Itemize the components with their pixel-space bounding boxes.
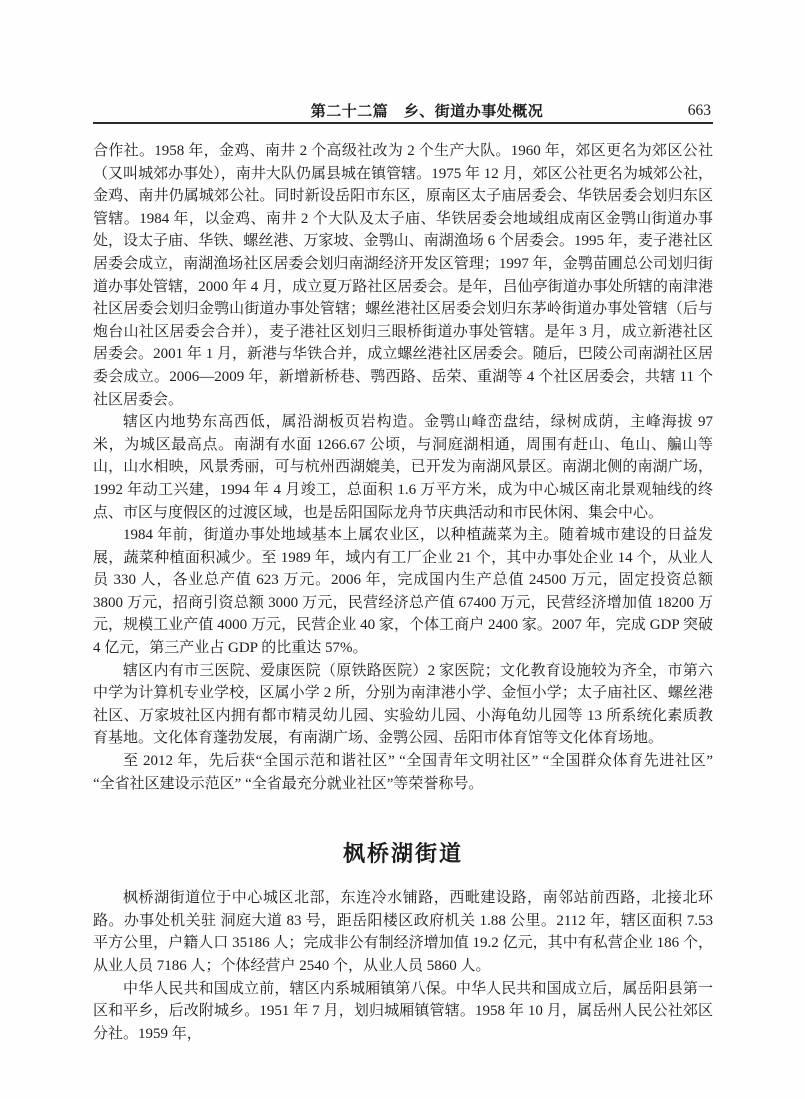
chapter-title: 第二十二篇 乡、街道办事处概况 [310, 102, 544, 120]
section-paragraph-history: 中华人民共和国成立前，辖区内系城厢镇第八保。中华人民共和国成立后，属岳阳县第一区和平乡，后改附城乡。1951 年 7 月，划归城厢镇管辖。1958 年 10 月，属岳州人民公社郊区分社。1959 年， [93, 980, 713, 1042]
paragraph-terrain: 辖区内地势东高西低，属沿湖板页岩构造。金鹗山峰峦盘结，绿树成荫，主峰海拔 97 米，为城区最高点。南湖有水面 1266.67 公顷，与洞庭湖相通，周围有赶山、龟山、艑山等山，山水相映，风景秀丽，可与杭州西湖媲美，已开发为南湖风景区。南湖北侧的南湖广场，1992 年动工兴建，1994 年 4 月竣工，总面积 1.6 万平方米，成为中心城区南北景观轴线的终点、市区与度假区的过渡区域，也是岳阳国际龙舟节庆典活动和市民休闲、集会中心。 [93, 414, 713, 521]
paragraph-economy: 1984 年前，街道办事处地域基本上属农业区，以种植蔬菜为主。随着城市建设的日益发展，蔬菜种植面积减少。至 1989 年，域内有工厂企业 21 个，其中办事处企业 14 个，从业人员 330 人，各业总产值 623 万元。2006 年，完成国内生产总值 24500 万元，固定投资总额 3800 万元，招商引资总额 3000 万元，民营经济总产值 67400 万元，民营经济增加值 18200 万元，规模工业产值 4000 万元，民营企业 40 家，个体工商户 2400 家。2007 年，完成 GDP 突破 4 亿元，第三产业占 GDP 的比重达 57%。 [93, 527, 713, 657]
section-paragraph-overview: 枫桥湖街道位于中心城区北部，东连冷水铺路，西毗建设路，南邻站前西路，北接北环路。办事处机关驻 洞庭大道 83 号，距岳阳楼区政府机关 1.88 公里。2112 年，辖区面积 7.53 平方公里，户籍人口 35186 人；完成非公有制经济增加值 19.2 亿元，其中有私营企业 186 个，从业人员 7186 人；个体经营户 2540 个，从业人员 5860 人。 [93, 890, 713, 974]
page-number: 663 [687, 102, 711, 119]
page-content [93, 140, 713, 1045]
paragraph-culture-education: 辖区内有市三医院、爱康医院（原铁路医院）2 家医院；文化教育设施较为齐全，市第六中学为计算机专业学校，区属小学 2 所，分别为南津港小学、金恒小学；太子庙社区、螺丝港社区、万家坡社区内拥有都市精灵幼儿园、实验幼儿园、小海龟幼儿园等 13 所系统化素质教育基地。文化体育蓬勃发展，有南湖广场、金鹗公园、岳阳市体育馆等文化体育场地。 [93, 662, 713, 747]
paragraph-continuation: 合作社。1958 年，金鸡、南井 2 个高级社改为 2 个生产大队。1960 年，郊区更名为郊区公社（又叫城郊办事处），南井大队仍属县城在镇管辖。1975 年 12 月，郊区公社更名为城郊公社，金鸡、南井仍属城郊公社。同时新设岳阳市东区，原南区太子庙居委会、华铁居委会划归东区管辖。1984 年，以金鸡、南井 2 个大队及太子庙、华铁居委会地域组成南区金鹗山街道办事处，设太子庙、华铁、螺丝港、万家坡、金鹗山、南湖渔场 6 个居委会。1995 年，麦子港社区居委会成立，南湖渔场社区居委会划归南湖经济开发区管理；1997 年，金鹗苗圃总公司划归街道办事处管辖，2000 年 4 月，成立夏万路社区居委会。是年，吕仙亭街道办事处所辖的南津港社区居委会划归金鹗山街道办事处管辖；螺丝港社区居委会划归东茅岭街道办事处管辖（后与炮台山社区居委会合并），麦子港社区划归三眼桥街道办事处管辖。是年 3 月，成立新港社区居委会。2001 年 1 月，新港与华铁合并，成立螺丝港社区居委会。随后，巴陵公司南湖社区居委会成立。2006—2009 年，新增新桥巷、鹗西路、岳荣、重湖等 4 个社区居委会，共辖 11 个社区居委会。 [93, 143, 713, 408]
section-heading: 枫桥湖街道 [342, 842, 463, 868]
page-header [93, 100, 713, 124]
paragraph-honors: 至 2012 年，先后获“全国示范和谐社区” “全国青年文明社区” “全国群众体育先进社区” “全省社区建设示范区” “全省最充分就业社区”等荣誉称号。 [93, 753, 713, 792]
